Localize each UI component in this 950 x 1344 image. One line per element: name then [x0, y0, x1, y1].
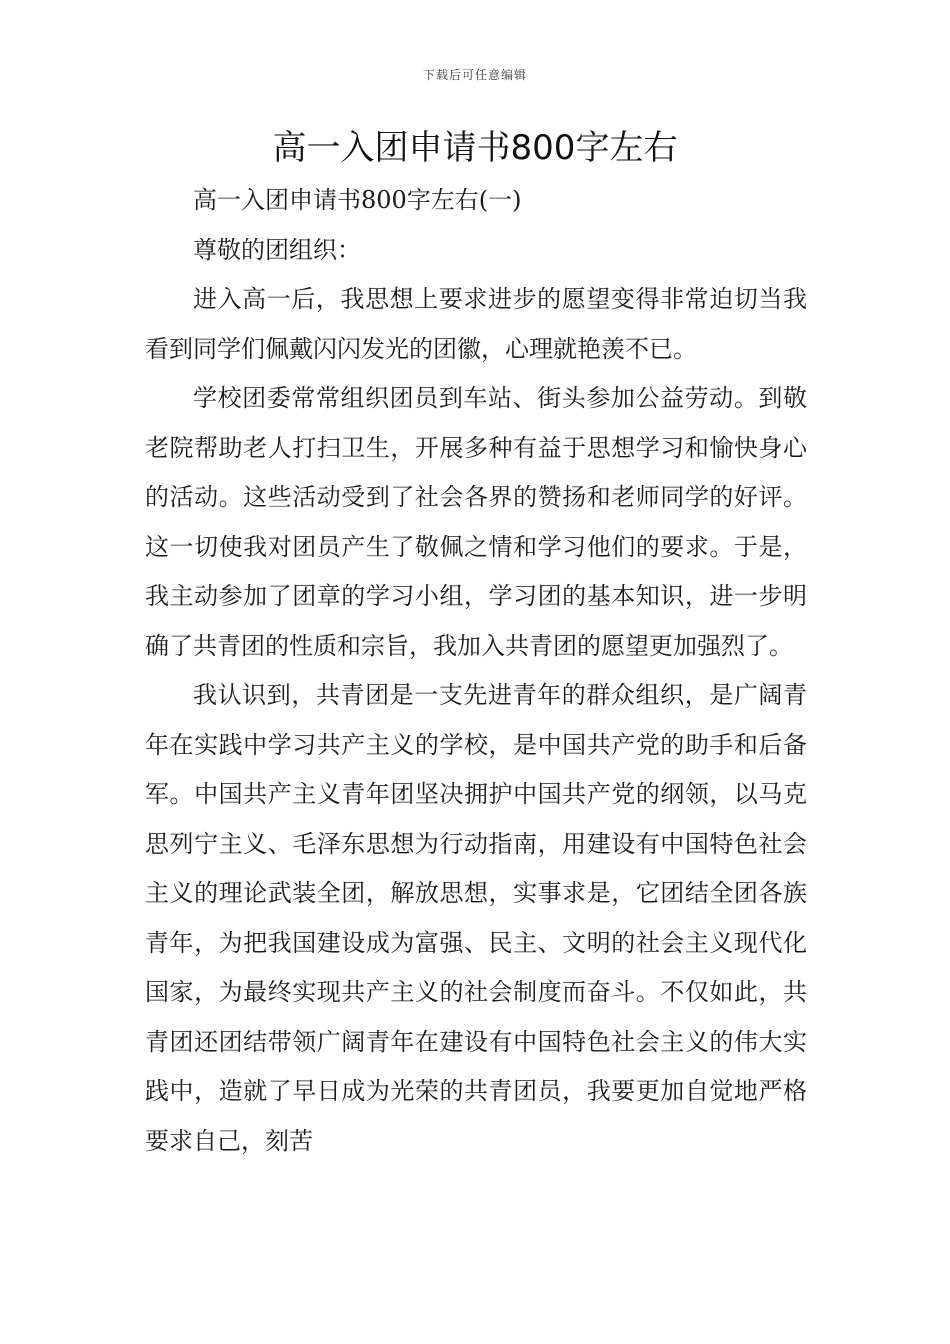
body-paragraph: 进入高一后，我思想上要求进步的愿望变得非常迫切当我看到同学们佩戴闪闪发光的团徽，心理就艳羡不已。	[145, 285, 807, 363]
body-paragraph: 我认识到，共青团是一支先进青年的群众组织，是广阔青年在实践中学习共产主义的学校，是中国共产党的助手和后备军。中国共产主义青年团坚决拥护中国共产党的纲领，以马克思列宁主义、毛泽东思想为行动指南，用建设有中国特色社会主义的理论武装全团，解放思想，实事求是，它团结全团各族青年，为把我国建设成为富强、民主、文明的社会主义现代化国家，为最终实现共产主义的社会制度而奋斗。不仅如此，共青团还团结带领广阔青年在建设有中国特色社会主义的伟大实践中，造就了早日成为光荣的共青团员，我要更加自觉地严格要求自己，刻苦	[145, 681, 807, 1155]
document-body	[145, 176, 807, 1166]
document-title: 高一入团申请书800字左右	[272, 128, 678, 168]
subtitle-paragraph: 高一入团申请书800字左右(一)	[193, 186, 522, 214]
salutation-paragraph: 尊敬的团组织：	[193, 235, 361, 264]
body-paragraph: 学校团委常常组织团员到车站、街头参加公益劳动。到敬老院帮助老人打扫卫生，开展多种有益于思想学习和愉快身心的活动。这些活动受到了社会各界的赞扬和老师同学的好评。这一切使我对团员产生了敬佩之情和学习他们的要求。于是，我主动参加了团章的学习小组，学习团的基本知识，进一步明确了共青团的性质和宗旨，我加入共青团的愿望更加强烈了。	[145, 384, 807, 660]
header-note: 下载后可任意编辑	[422, 68, 527, 82]
